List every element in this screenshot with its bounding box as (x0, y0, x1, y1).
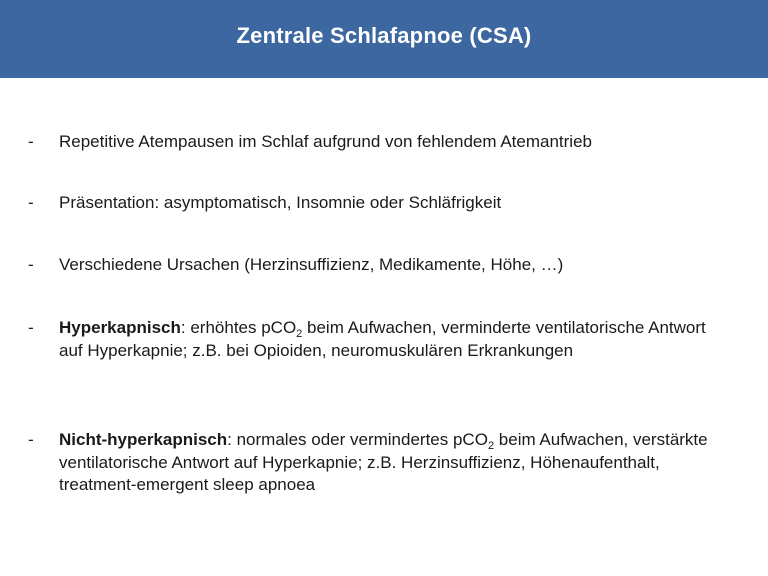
bullet-dash: - (28, 193, 34, 212)
bullet-text-part: : normales oder vermindertes pCO (227, 430, 488, 449)
subscript: 2 (487, 440, 495, 452)
bullet-text: Präsentation: asymptomatisch, Insomnie oder Schläfrigkeit (59, 193, 502, 212)
bullet-text-part: : erhöhtes pCO (180, 318, 297, 337)
slide-title: Zentrale Schlafapnoe (CSA) (236, 23, 532, 48)
bullet-text (59, 429, 724, 497)
bullet-term: Nicht-hyperkapnisch (59, 430, 228, 449)
title-bar (0, 0, 768, 78)
bullet-text (59, 317, 724, 362)
subscript: 2 (296, 328, 303, 340)
bullet-text-part: beim Aufwachen, verminderte ventilatorische Antwort auf Hyperkapnie; z.B. bei Opioiden, neuromuskulären Erkrankungen (59, 318, 706, 360)
bullet-dash: - (28, 318, 34, 337)
bullet-dash: - (28, 132, 34, 151)
bullet-dash: - (28, 430, 34, 449)
bullet-term: Hyperkapnisch (59, 318, 181, 337)
bullet-text: Verschiedene Ursachen (Herzinsuffizienz, Medikamente, Höhe, …) (59, 255, 564, 274)
bullet-dash: - (28, 255, 34, 274)
bullet-text-part: beim Aufwachen, verstärkte ventilatorische Antwort auf Hyperkapnie; z.B. Herzinsuffizienz, Höhenaufenthalt, treatment-emergent sleep apnoea (59, 430, 708, 494)
bullet-text: Repetitive Atempausen im Schlaf aufgrund von fehlendem Atemantrieb (59, 132, 592, 151)
